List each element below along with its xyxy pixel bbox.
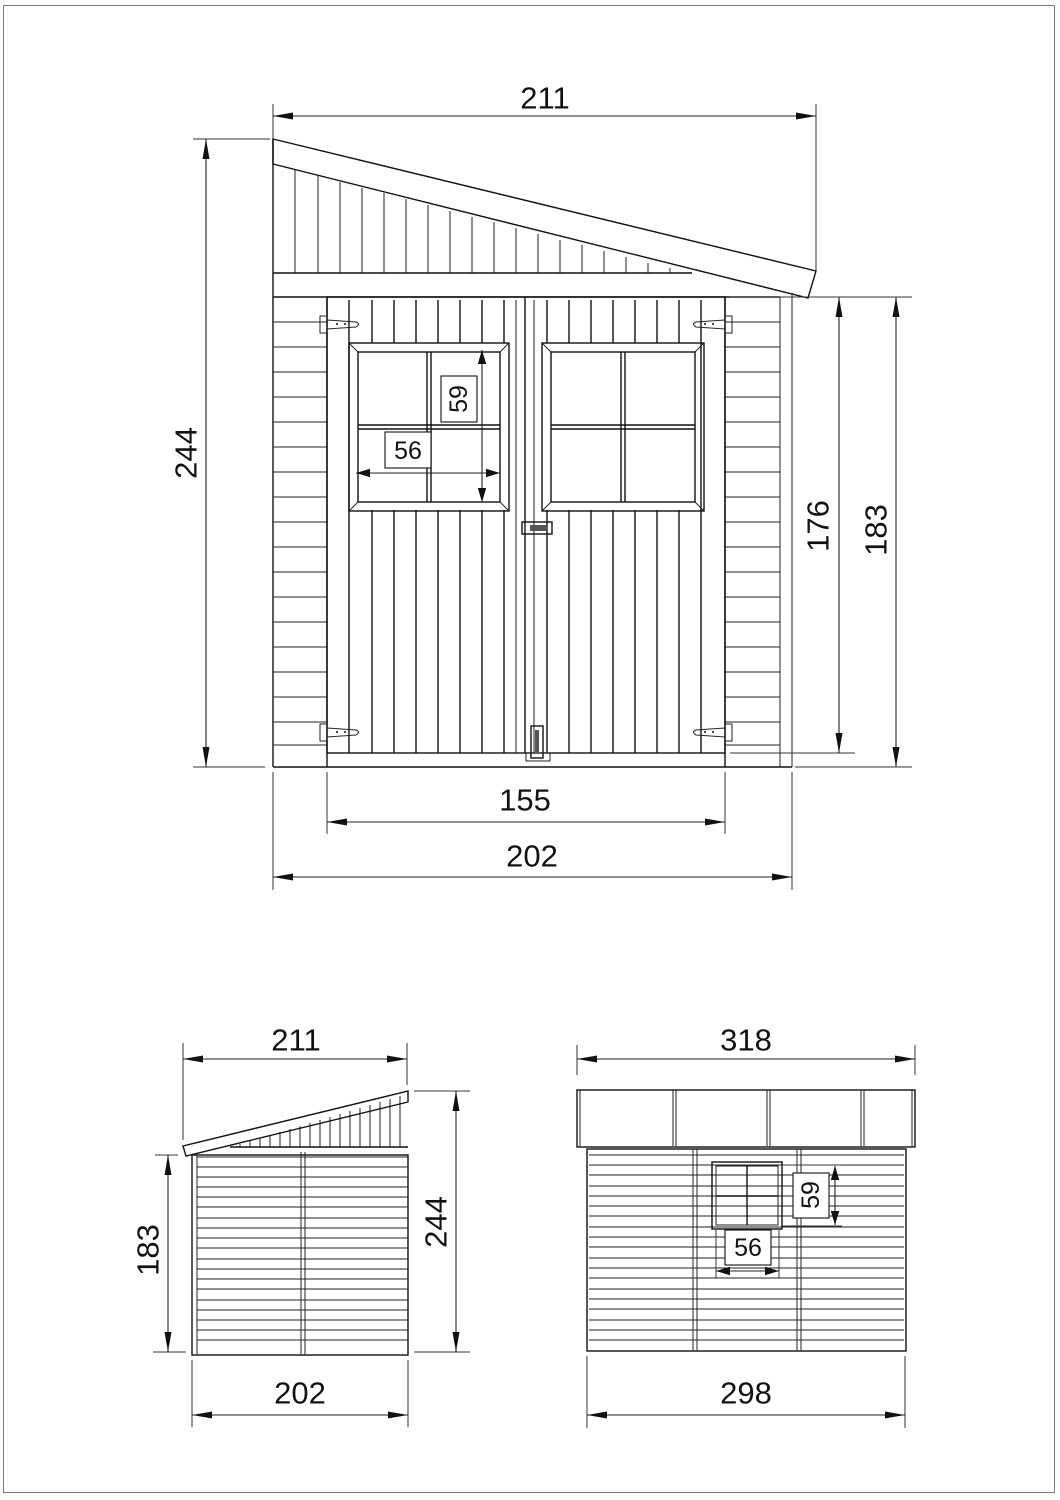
side-view <box>131 1023 471 1428</box>
hinge-icon <box>320 316 359 333</box>
hinge-icon <box>694 724 733 741</box>
front-window-width-dim <box>356 432 500 473</box>
side-wall-boards <box>197 1157 408 1340</box>
side-wall-height-label: 183 <box>130 1224 166 1276</box>
front-roof <box>273 139 816 298</box>
front-gable-boards <box>273 165 690 273</box>
front-door-height-label: 176 <box>800 500 836 552</box>
side-roof-depth-dim <box>183 1023 407 1141</box>
front-right-wall-boards <box>725 322 780 745</box>
front-roof-width-dim <box>273 81 816 271</box>
rear-wall-length-dim <box>587 1356 905 1428</box>
front-total-height-label: 244 <box>168 427 204 479</box>
front-window-height-label: 59 <box>445 385 473 413</box>
front-left-wall-boards <box>273 322 327 745</box>
side-roof <box>183 1091 408 1156</box>
rear-window-width-label: 56 <box>734 1234 762 1262</box>
double-door[interactable] <box>327 297 725 767</box>
right-door-boards <box>547 300 701 753</box>
side-total-height-label: 244 <box>418 1196 454 1248</box>
side-wall-depth-dim <box>192 1360 408 1427</box>
side-gable-boards <box>240 1096 400 1147</box>
front-right-window <box>542 343 704 511</box>
rear-window <box>712 1162 782 1229</box>
front-wall-width-label: 202 <box>506 838 558 874</box>
rear-wall-length-label: 298 <box>720 1375 772 1411</box>
side-wall-depth-label: 202 <box>274 1375 326 1411</box>
side-total-height-dim <box>414 1091 470 1352</box>
rear-roof-length-label: 318 <box>720 1022 772 1058</box>
side-roof-depth-label: 211 <box>271 1022 321 1058</box>
front-wall-height-label: 183 <box>858 504 894 556</box>
front-window-width-label: 56 <box>394 437 422 465</box>
front-door-width-dim <box>327 772 725 834</box>
front-view <box>169 81 913 891</box>
front-window-height-dim <box>441 350 482 502</box>
hinge-icon <box>320 724 359 741</box>
front-left-window <box>349 343 509 511</box>
front-roof-width-label: 211 <box>520 80 570 116</box>
hinge-icon <box>694 316 733 333</box>
rear-window-width-dim <box>716 1230 779 1278</box>
front-total-height-dim <box>169 139 271 767</box>
rear-view <box>577 1023 915 1429</box>
front-door-width-label: 155 <box>499 782 551 818</box>
rear-roof-length-dim <box>577 1023 915 1076</box>
side-wall-height-dim <box>131 1155 187 1352</box>
rear-window-height-label: 59 <box>797 1181 825 1209</box>
